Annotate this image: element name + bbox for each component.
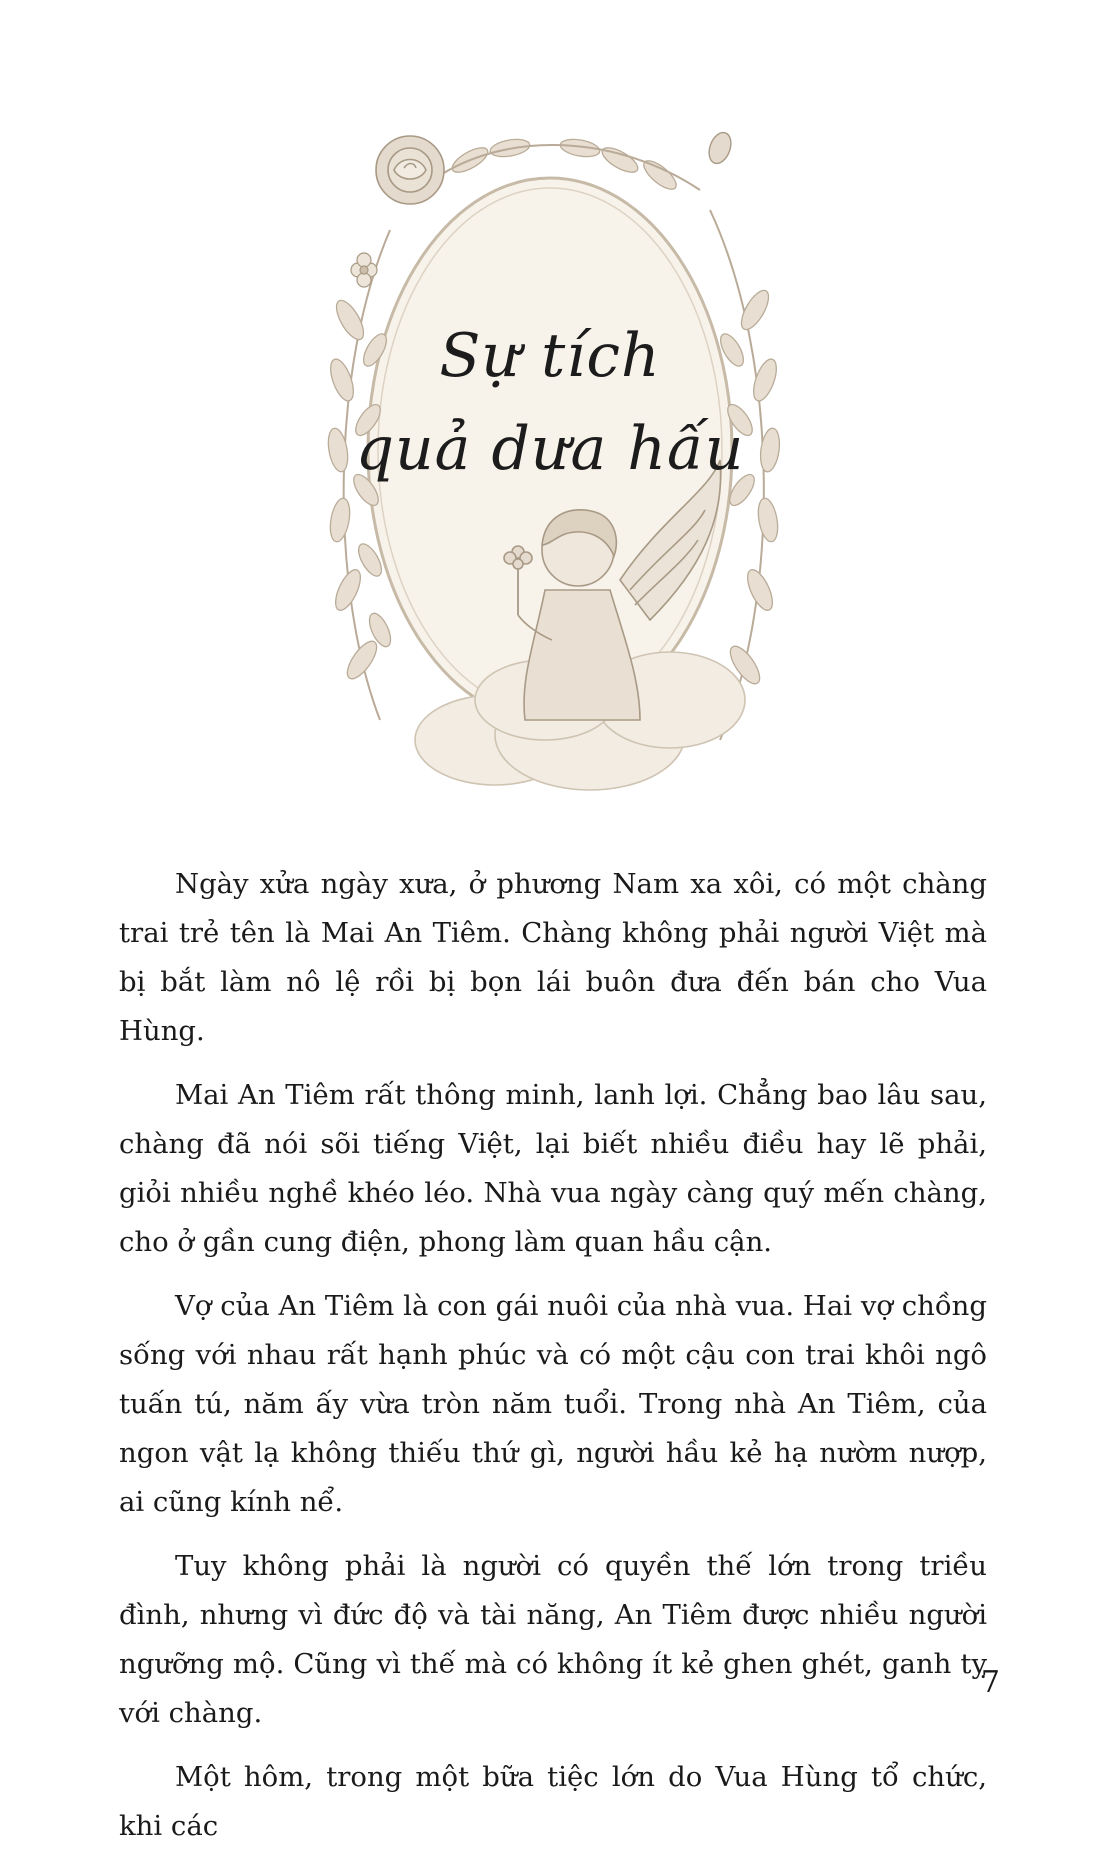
chapter-title xyxy=(340,310,760,496)
story-text xyxy=(119,860,987,1866)
paragraph-4: Tuy không phải là người có quyền thế lớn trong triều đình, nhưng vì đức độ và tài năng, An Tiêm được nhiều người ngưỡng mộ. Cũng vì thế mà có không ít kẻ ghen ghét, ganh tỵ với chàng. xyxy=(119,1550,987,1729)
decorative-oval-frame xyxy=(320,120,790,820)
chapter-title-line-1: Sự tích xyxy=(439,321,661,391)
paragraph-1: Ngày xửa ngày xưa, ở phương Nam xa xôi, có một chàng trai trẻ tên là Mai An Tiêm. Chàng không phải người Việt mà bị bắt làm nô lệ rồi bị bọn lái buôn đưa đến bán cho Vua Hùng. xyxy=(119,868,987,1047)
paragraph-5: Một hôm, trong một bữa tiệc lớn do Vua Hùng tổ chức, khi các xyxy=(119,1761,987,1842)
page-number: 7 xyxy=(980,1665,1000,1700)
paragraph-3: Vợ của An Tiêm là con gái nuôi của nhà vua. Hai vợ chồng sống với nhau rất hạnh phúc và có một cậu con trai khôi ngô tuấn tú, năm ấy vừa tròn năm tuổi. Trong nhà An Tiêm, của ngon vật lạ không thiếu thứ gì, người hầu kẻ hạ nườm nượp, ai cũng kính nể. xyxy=(119,1290,987,1518)
paragraph-2: Mai An Tiêm rất thông minh, lanh lợi. Chẳng bao lâu sau, chàng đã nói sõi tiếng Việt, lại biết nhiều điều hay lẽ phải, giỏi nhiều nghề khéo léo. Nhà vua ngày càng quý mến chàng, cho ở gần cung điện, phong làm quan hầu cận. xyxy=(119,1079,987,1258)
chapter-title-line-2: quả dưa hấu xyxy=(355,414,745,484)
